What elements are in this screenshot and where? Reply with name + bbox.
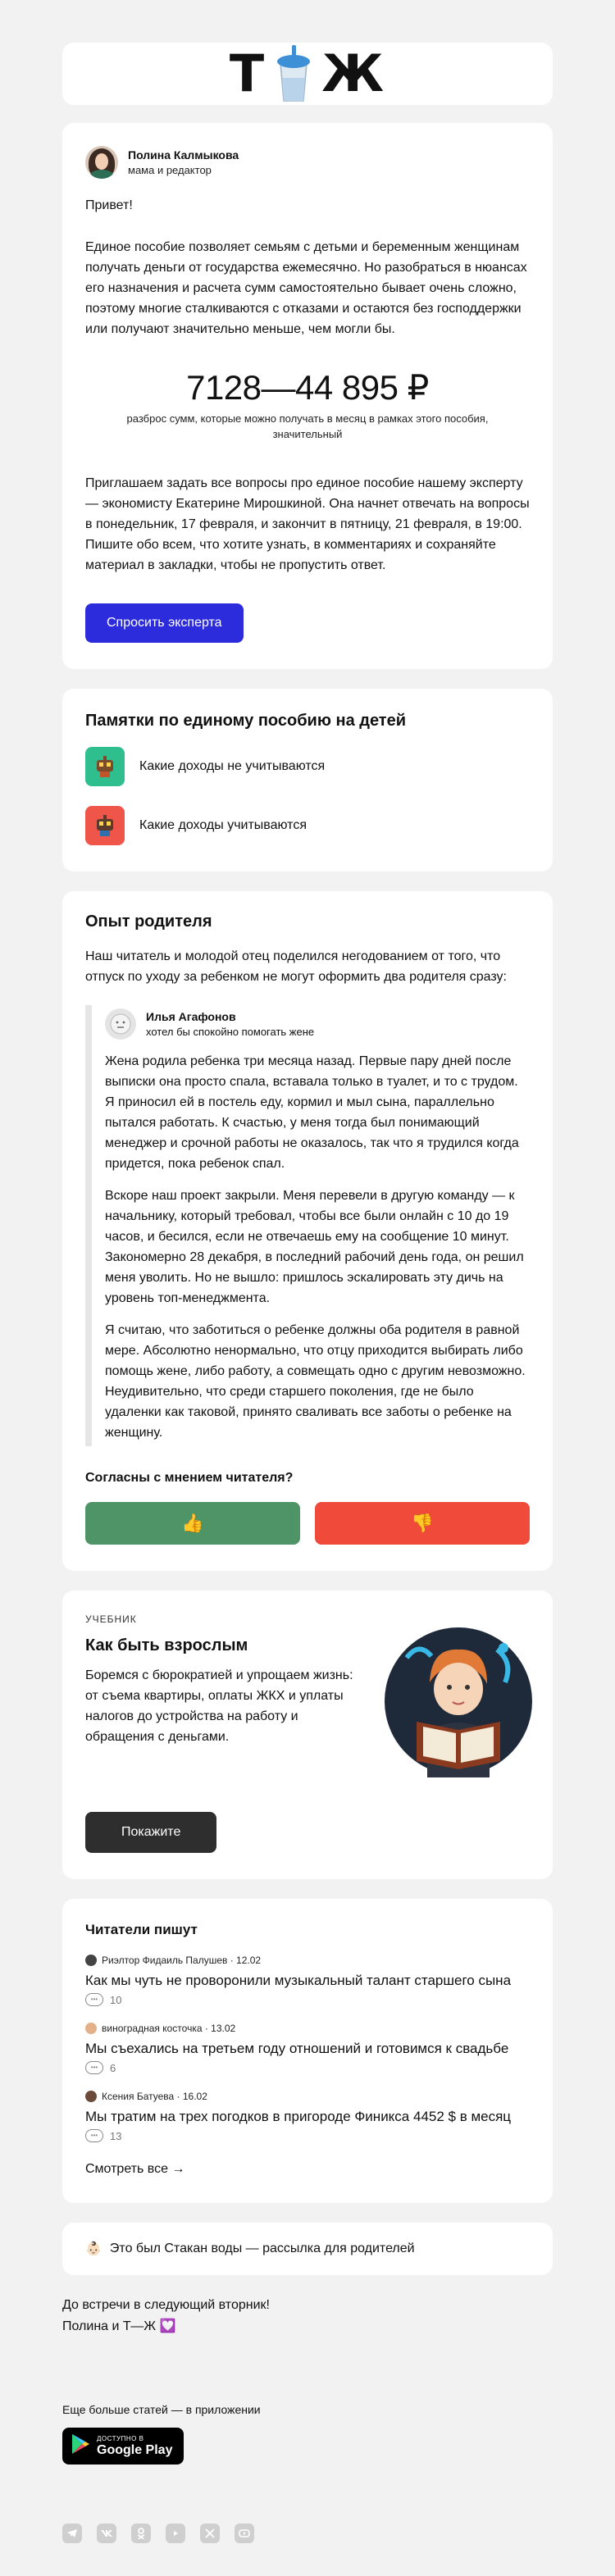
quote-paragraph: Я считаю, что заботиться о ребенке должны оба родителя в равной мере. Абсолютно ненормально, что отцу приходится выбирать либо помощь жене, либо работу, а совмещать одно с другим невозможно. Неудивительно, что среди старшего поколения, где не было удаленки как таковой, принято сваливать все заботы о ребенке на женщину. [105, 1323, 526, 1440]
reader-byline [85, 2091, 530, 2102]
reader-post-title[interactable]: Как мы чуть не проворонили музыкальный талант старшего сына [85, 1973, 512, 1988]
signature-line: Полина и Т—Ж 💟 [62, 2319, 176, 2333]
memo-label: Какие доходы не учитываются [139, 759, 326, 773]
google-play-label: Google Play [97, 2442, 173, 2457]
reader-name: виноградная косточка · 13.02 [102, 2023, 236, 2034]
comments-number: 10 [110, 1993, 122, 2006]
newsletter-note: Это был Стакан воды — рассылка для родителей [109, 2241, 415, 2255]
course-description: Боремся с бюрократией и упрощаем жизнь: от съема квартиры, оплаты ЖКХ и уплаты налогов до устройства на работу и обращения с деньгами. [85, 1668, 353, 1744]
vk-icon[interactable] [97, 2524, 116, 2543]
farewell-line: До встречи в следующий вторник! [62, 2298, 270, 2312]
author-block [85, 146, 530, 179]
memos-card [62, 689, 553, 872]
app-promo-text: Еще больше статей — в приложении [62, 2403, 261, 2416]
intro-paragraph-1: Единое пособие позволяет семьям с детьми и беременным женщинам получать деньги от государства ежемесячно. Но разобраться в нюансах его назначения и расчета сумм самостоятельно бывает очень сложно, поэтому многие сталкиваются с отказами и остаются без господдержки или получают значительно меньше, чем могли бы. [85, 240, 527, 336]
quote-author-role: хотел бы спокойно помогать жене [146, 1026, 315, 1038]
course-title: Как быть взрослым [85, 1636, 248, 1654]
ok-icon[interactable] [131, 2524, 151, 2543]
readers-card [62, 1899, 553, 2203]
dzen-icon[interactable] [235, 2524, 254, 2543]
robot-icon [85, 806, 125, 845]
memo-item[interactable] [85, 806, 530, 845]
experience-lead: Наш читатель и молодой отец поделился негодованием от того, что отпуск по уходу за ребенком не могут оформить два родителя сразу: [85, 949, 507, 984]
neutral-face-icon [105, 1008, 136, 1040]
reader-post-title[interactable]: Мы тратим на трех погодков в пригороде Финикса 4452 $ в месяц [85, 2109, 512, 2124]
course-card [62, 1591, 553, 1879]
poll [85, 1502, 530, 1545]
list-item[interactable] [85, 1955, 530, 2006]
comments-count [85, 2061, 530, 2074]
reader-name: Ксения Батуева · 16.02 [102, 2091, 207, 2102]
footer [62, 2295, 553, 2543]
logo-card [62, 43, 553, 105]
comments-count [85, 2129, 530, 2142]
avatar [85, 1955, 97, 1966]
comments-number: 6 [110, 2061, 116, 2074]
see-all-link[interactable]: Смотреть все → [85, 2162, 185, 2176]
quote-author-name: Илья Агафонов [146, 1010, 236, 1023]
memo-item[interactable] [85, 747, 530, 786]
robot-icon [85, 747, 125, 786]
thumbs-down-button[interactable] [315, 1502, 530, 1545]
google-play-button[interactable] [62, 2428, 184, 2464]
reading-boy-illustration [382, 1625, 535, 1777]
greeting: Привет! [85, 198, 133, 212]
list-item[interactable] [85, 2091, 530, 2142]
experience-title: Опыт родителя [85, 913, 212, 931]
ask-expert-button[interactable]: Спросить эксперта [85, 603, 244, 643]
reader-quote [85, 1005, 530, 1446]
reader-post-title[interactable]: Мы съехались на третьем году отношений и готовимся к свадьбе [85, 2041, 509, 2056]
baby-icon: 👶🏻 [85, 2242, 102, 2256]
comments-count [85, 1993, 530, 2006]
author-name: Полина Калмыкова [128, 148, 239, 162]
experience-card [62, 891, 553, 1571]
poll-question: Согласны с мнением читателя? [85, 1471, 294, 1485]
list-item[interactable] [85, 2023, 530, 2074]
newsletter-card [62, 2223, 553, 2275]
memo-label: Какие доходы учитываются [139, 818, 307, 832]
water-glass-icon [269, 45, 318, 102]
thumbs-up-icon: 👍 [181, 1513, 204, 1533]
avatar [85, 2023, 97, 2034]
readers-title: Читатели пишут [85, 1922, 198, 1937]
quote-paragraph: Жена родила ребенка три месяца назад. Первые пару дней после выписки она просто спала, вставала только в туалет, и то с трудом. Я приносил ей в постель еду, кормил и мыл сына, параллельно пытался работать. К счастью, у меня тогда был понимающий менеджер и срочной работы не оказалось, так что я трудился когда придется, пока ребенок спал. [105, 1054, 519, 1171]
tzh-logo[interactable] [230, 45, 385, 102]
telegram-icon[interactable] [62, 2524, 82, 2543]
comments-number: 13 [110, 2129, 122, 2142]
comment-icon: ••• [85, 2129, 103, 2142]
social-links [62, 2524, 553, 2543]
course-kicker: УЧЕБНИК [85, 1613, 137, 1625]
show-course-button[interactable]: Покажите [85, 1812, 216, 1853]
reader-name: Риэлтор Фидаиль Палушев · 12.02 [102, 1955, 262, 1966]
avatar [85, 2091, 97, 2102]
intro-card [62, 123, 553, 669]
thumbs-down-icon: 👎 [411, 1513, 434, 1533]
google-play-caption: ДОСТУПНО В [97, 2434, 144, 2442]
benefit-range-caption: разброс сумм, которые можно получать в месяц в рамках этого пособия, значительный [126, 412, 489, 440]
reader-byline [85, 2023, 530, 2034]
intro-paragraph-2: Приглашаем задать все вопросы про единое пособие нашему эксперту — экономисту Екатерине Мирошкиной. Она начнет отвечать на вопросы в понедельник, 17 февраля, и закончит в пятницу, 21 февраля, в 19:00. Пишите обо всем, что хотите узнать, в комментариях и сохраняйте материал в закладки, чтобы не пропустить ответ. [85, 476, 530, 572]
author-role: мама и редактор [128, 164, 212, 176]
benefit-range: 7128—44 895 ₽ [186, 368, 429, 407]
google-play-icon [71, 2433, 90, 2459]
avatar [85, 146, 118, 179]
comment-icon: ••• [85, 1993, 103, 2006]
reader-byline [85, 1955, 530, 1966]
comment-icon: ••• [85, 2061, 103, 2074]
thumbs-up-button[interactable] [85, 1502, 300, 1545]
quote-paragraph: Вскоре наш проект закрыли. Меня перевели в другую команду — к начальнику, который требовал, чтобы все были онлайн с 10 до 19 часов, и бесился, если не отвечаешь ему на сообщение 10 минут. Закономерно 28 декабря, в последний рабочий день года, он решил меня уволить. Но не вышло: пришлось эскалировать эту дичь на уровень топ-менеджмента. [105, 1189, 524, 1305]
youtube-icon[interactable] [166, 2524, 185, 2543]
memos-title: Памятки по единому пособию на детей [85, 712, 407, 730]
logo-letter-zh: Ж [321, 43, 386, 103]
logo-letter-t: Т [229, 43, 266, 103]
quote-author-block [105, 1008, 530, 1040]
x-icon[interactable] [200, 2524, 220, 2543]
